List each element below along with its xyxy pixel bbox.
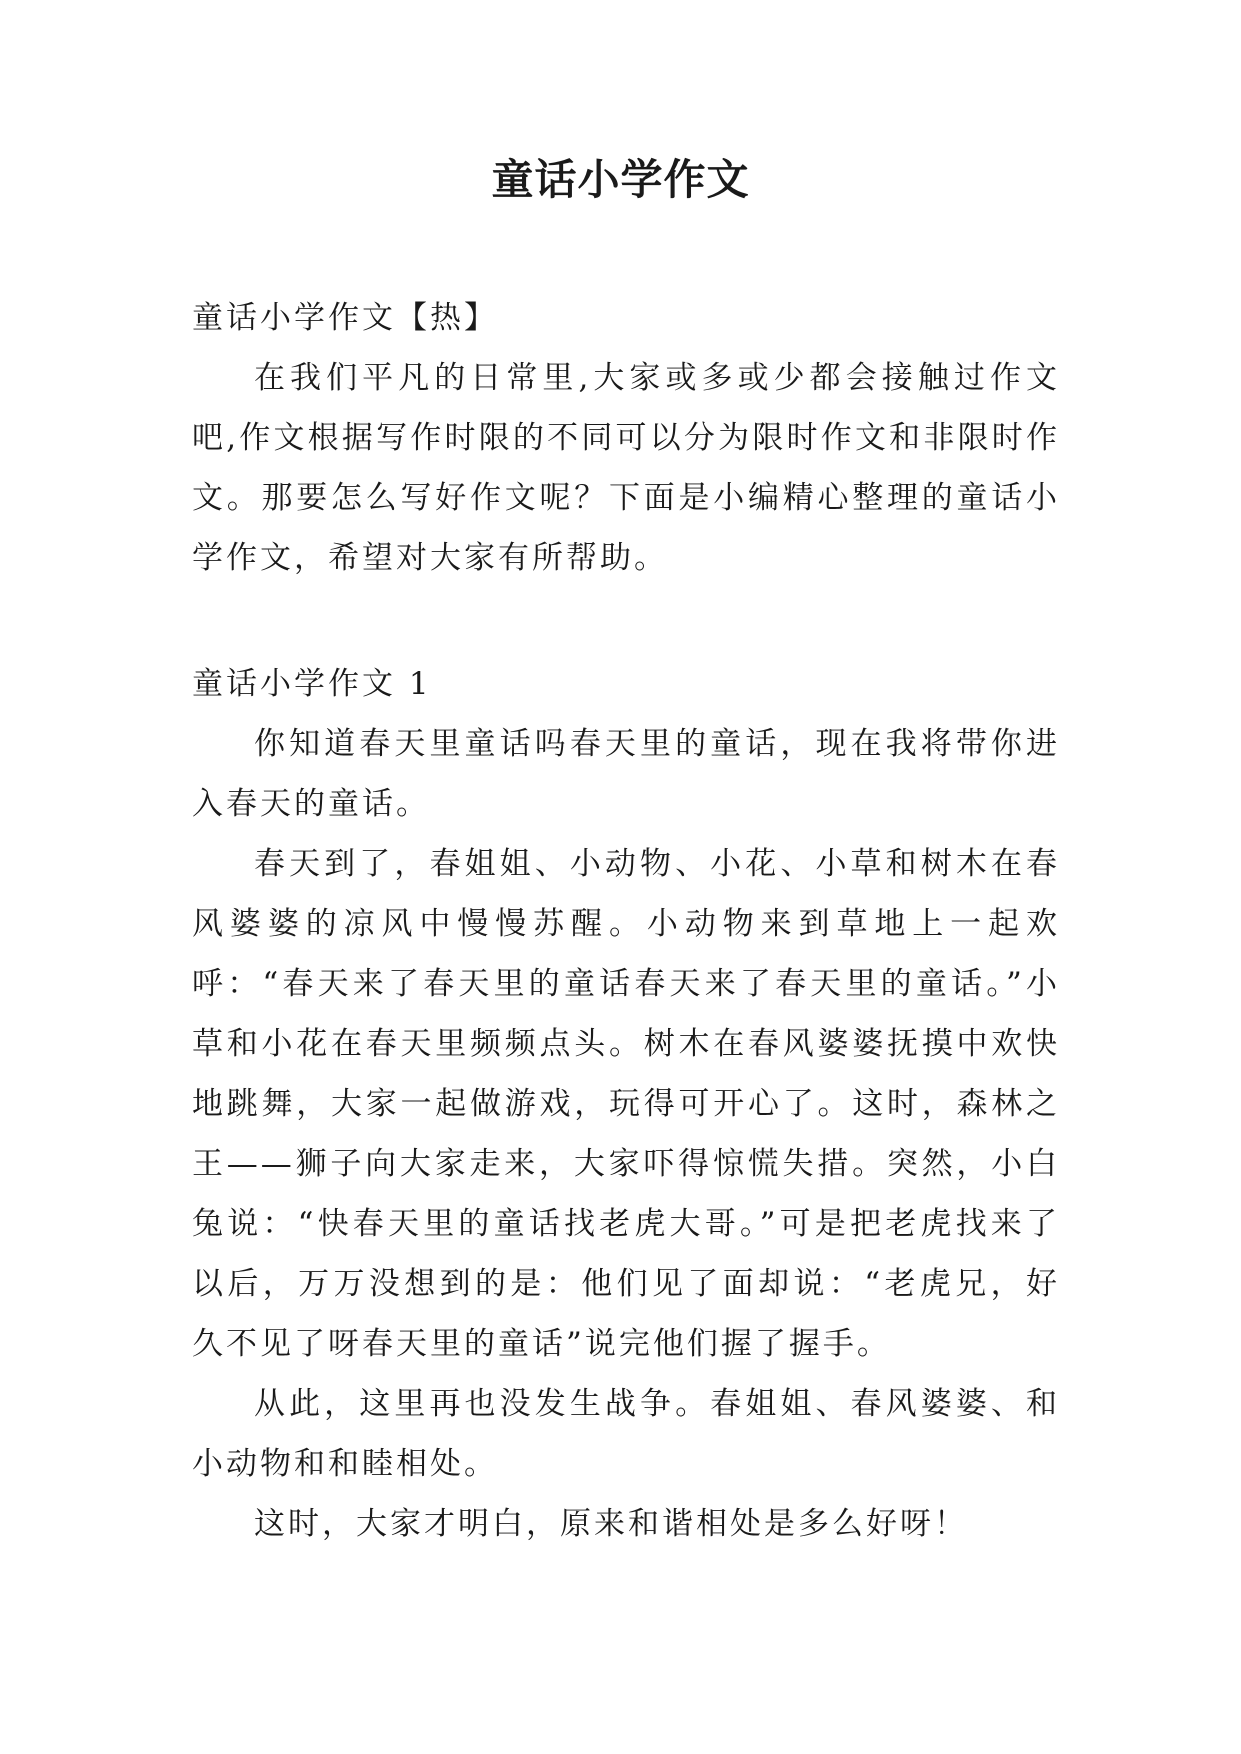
essay-1-paragraph: 你知道春天里童话吗春天里的童话，现在我将带你进入春天的童话。 [192, 726, 1060, 822]
essay-1-heading: 童话小学作文 1 [192, 666, 432, 702]
section-spacer [192, 588, 1060, 654]
essay-1-paragraph: 这时，大家才明白，原来和谐相处是多么好呀！ [254, 1506, 968, 1542]
essay-1-paragraph: 从此，这里再也没发生战争。春姐姐、春风婆婆、和小动物和和睦相处。 [192, 1386, 1060, 1482]
essay-1-paragraph: 春天到了，春姐姐、小动物、小花、小草和树木在春风婆婆的凉风中慢慢苏醒。小动物来到草地上一起欢呼：“春天来了春天里的童话春天来了春天里的童话。”小草和小花在春天里频频点头。树木在春风婆婆抚摸中欢快地跳舞，大家一起做游戏，玩得可开心了。这时，森林之王——狮子向大家走来，大家吓得惊慌失措。突然，小白兔说：“快春天里的童话找老虎大哥。”可是把老虎找来了以后，万万没想到的是：他们见了面却说：“老虎兄，好久不见了呀春天里的童话”说完他们握了握手。 [192, 846, 1060, 1362]
intro-heading: 童话小学作文【热】 [192, 300, 498, 336]
document-body [192, 288, 1060, 1554]
document-title: 童话小学作文 [491, 155, 750, 204]
intro-paragraph: 在我们平凡的日常里,大家或多或少都会接触过作文吧,作文根据写作时限的不同可以分为限时作文和非限时作文。那要怎么写好作文呢？下面是小编精心整理的童话小学作文，希望对大家有所帮助。 [192, 360, 1060, 576]
